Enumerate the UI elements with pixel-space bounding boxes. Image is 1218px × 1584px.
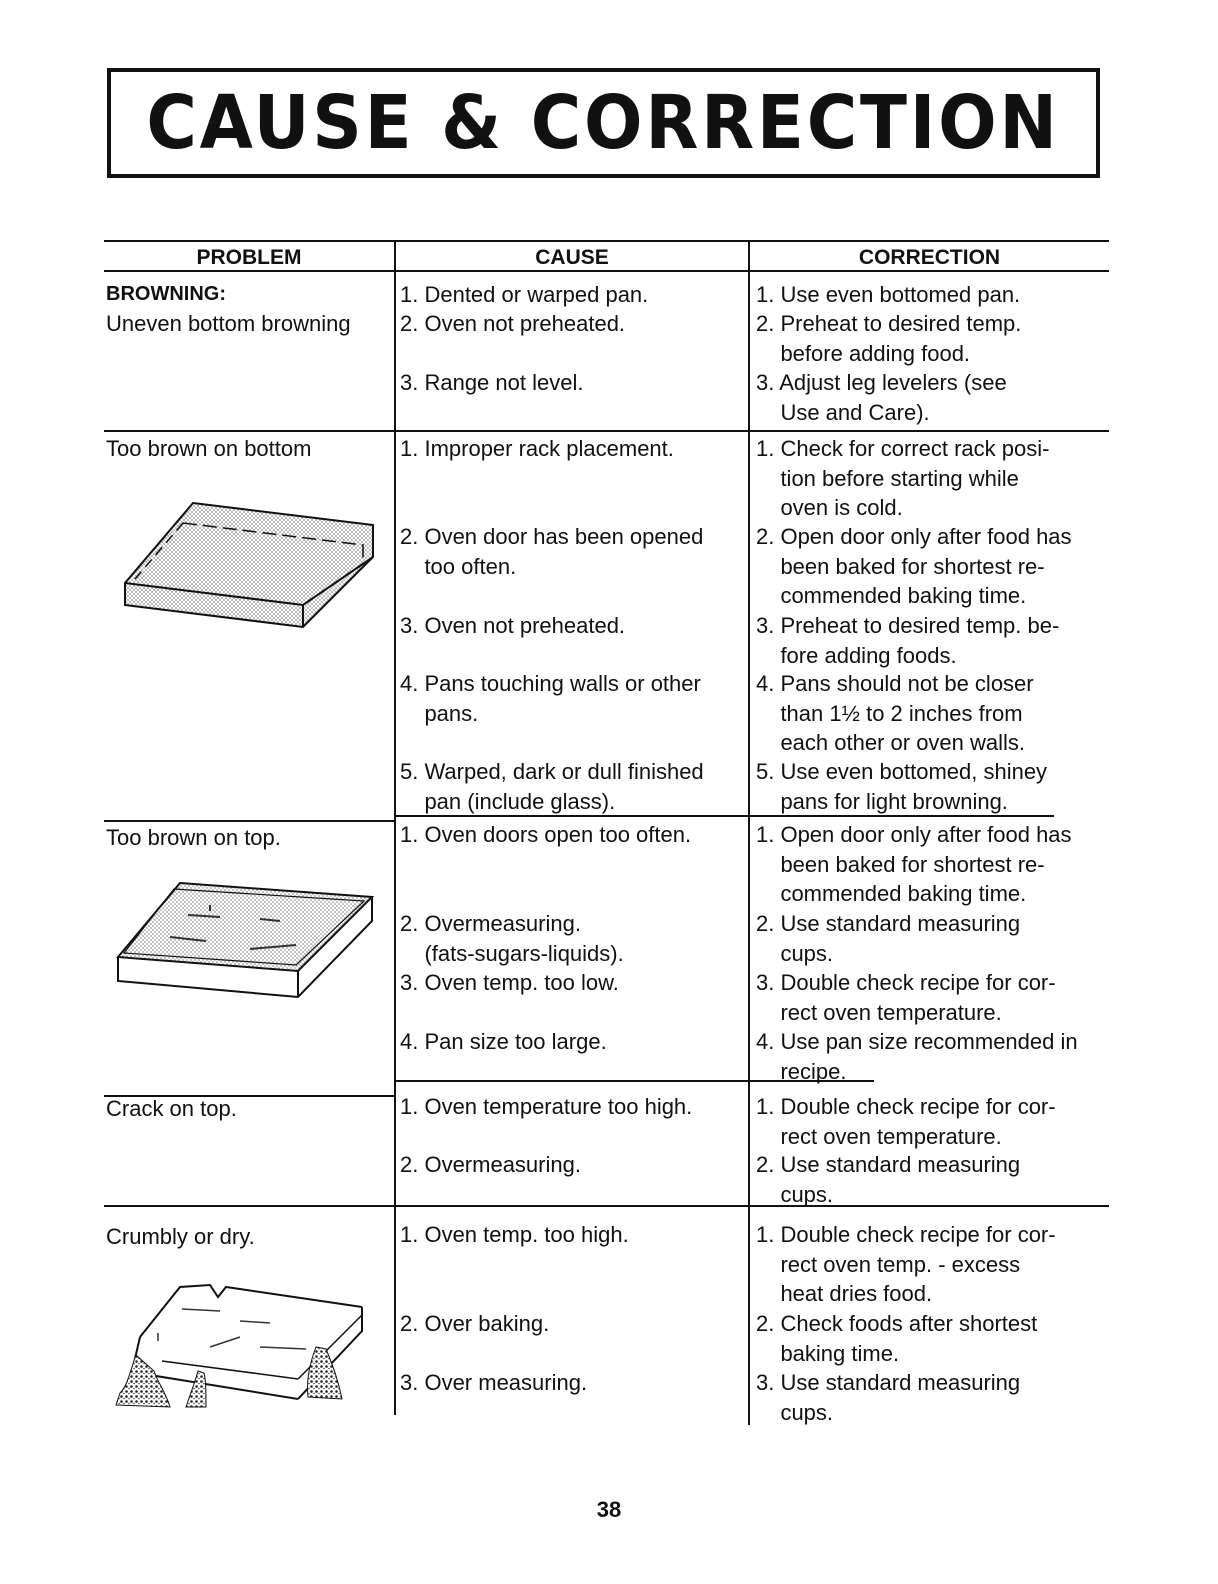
- correction-item: 1. Check for correct rack posi- tion before starting while oven is cold.: [756, 436, 1050, 520]
- page-number: 38: [596, 1497, 622, 1522]
- table-top-rule: [104, 240, 1109, 242]
- page-title: CAUSE & CORRECTION: [146, 80, 1061, 166]
- cause-item: 3. Oven temp. too low.: [400, 970, 619, 995]
- correction-item: 1. Double check recipe for cor- rect oven temperature.: [756, 1094, 1056, 1149]
- correction-item: 1. Use even bottomed pan.: [756, 282, 1021, 307]
- correction-item: 2. Preheat to desired temp. before adding food.: [756, 311, 1022, 366]
- header-bottom-rule: [104, 270, 1109, 272]
- correction-item: 3. Use standard measuring cups.: [756, 1370, 1021, 1425]
- problem-cell: Too brown on bottom: [106, 436, 312, 461]
- cause-item: 2. Overmeasuring. (fats-sugars-liquids).: [400, 911, 624, 966]
- baking-pan-icon: [115, 495, 380, 635]
- problem-cell: Crack on top.: [106, 1096, 237, 1121]
- cause-item: 1. Improper rack placement.: [400, 436, 674, 461]
- cause-item: 2. Overmeasuring.: [400, 1152, 581, 1177]
- correction-item: 1. Double check recipe for cor- rect oven temp. - excess heat dries food.: [756, 1222, 1056, 1306]
- correction-item: 3. Double check recipe for cor- rect oven temperature.: [756, 970, 1056, 1025]
- correction-item: 1. Open door only after food has been baked for shortest re- commended baking time.: [756, 822, 1072, 906]
- problem-cell: Too brown on top.: [106, 825, 281, 850]
- correction-item: 2. Open door only after food has been baked for shortest re- commended baking time.: [756, 524, 1072, 608]
- cause-item: 1. Oven temperature too high.: [400, 1094, 693, 1119]
- correction-item: 2. Use standard measuring cups.: [756, 911, 1021, 966]
- correction-item: 4. Use pan size recommended in recipe.: [756, 1029, 1078, 1084]
- cause-item: 1. Dented or warped pan.: [400, 282, 649, 307]
- row-divider-1: [104, 430, 1109, 432]
- cause-item: 2. Oven door has been opened too often.: [400, 524, 704, 579]
- title-box: [107, 68, 1100, 178]
- cause-item: 3. Oven not preheated.: [400, 613, 626, 638]
- correction-item: 5. Use even bottomed, shiney pans for light browning.: [756, 759, 1048, 814]
- column-header-problem: PROBLEM: [196, 246, 302, 269]
- cause-item: 3. Over measuring.: [400, 1370, 588, 1395]
- problem-cell: Crumbly or dry.: [106, 1224, 255, 1249]
- problem-cell: Uneven bottom browning: [106, 311, 351, 336]
- cause-item: 1. Oven temp. too high.: [400, 1222, 629, 1247]
- correction-item: 2. Use standard measuring cups.: [756, 1152, 1021, 1207]
- cake-pan-icon: [110, 875, 378, 1005]
- cause-item: 4. Pans touching walls or other pans.: [400, 671, 701, 726]
- cause-item: 2. Over baking.: [400, 1311, 550, 1336]
- correction-item: 2. Check foods after shortest baking time.: [756, 1311, 1038, 1366]
- column-divider-2: [748, 240, 750, 1425]
- row-divider-2a: [104, 820, 394, 822]
- correction-item: 3. Preheat to desired temp. be- fore adding foods.: [756, 613, 1060, 668]
- crumbly-cake-icon: [110, 1275, 372, 1415]
- column-header-correction: CORRECTION: [858, 246, 1001, 269]
- cause-item: 1. Oven doors open too often.: [400, 822, 692, 847]
- cause-item: 3. Range not level.: [400, 370, 584, 395]
- column-header-cause: CAUSE: [535, 246, 609, 269]
- correction-item: 3. Adjust leg levelers (see Use and Care).: [756, 370, 1007, 425]
- cause-item: 5. Warped, dark or dull finished pan (include glass).: [400, 759, 704, 814]
- cause-item: 2. Oven not preheated.: [400, 311, 626, 336]
- correction-item: 4. Pans should not be closer than 1½ to 2 inches from each other or oven walls.: [756, 671, 1034, 755]
- column-divider-1: [394, 240, 396, 1415]
- cause-item: 4. Pan size too large.: [400, 1029, 607, 1054]
- problem-heading: BROWNING:: [106, 283, 226, 305]
